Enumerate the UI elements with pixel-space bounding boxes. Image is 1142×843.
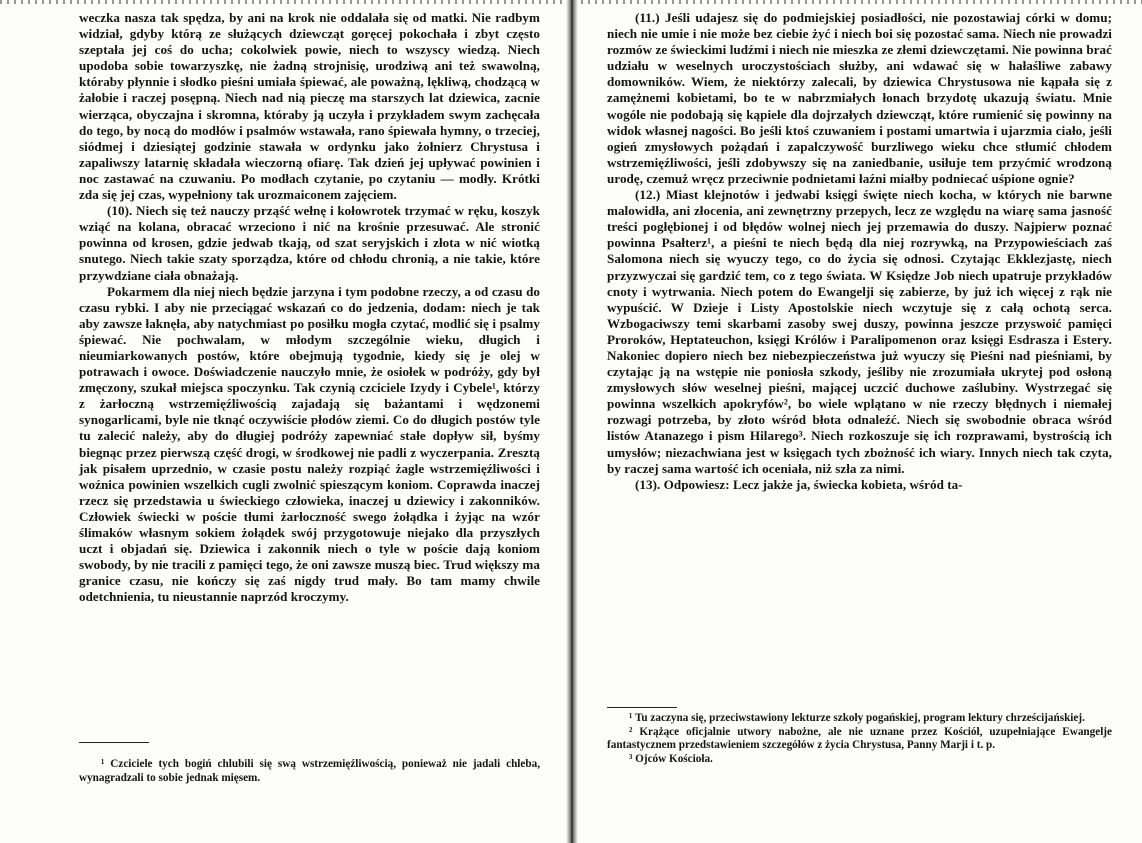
paragraph: (10). Niech się też nauczy prząść wełnę i kołowrotek trzymać w ręku, koszyk wziąć na kolana, obracać wrzeciono i nić na krośnie przesuwać. Ale stronić powinna od krosen, gdzie jedwab tkają, od szat seryjskich i złota w nić wiotką snutego. Niech takie szaty sporządza, które od chłodu chronią, a nie takie, które przywdziane ciała obnażają. bbox=[79, 203, 540, 283]
footnote: ³ Ojców Kościoła. bbox=[629, 752, 713, 765]
paragraph: (12.) Miast klejnotów i jedwabi księgi święte niech kocha, w których nie barwne malowidła, ani złocenia, ani zewnętrzny przepych, lecz ze względu na wiarę sama jasność treści pogłębionej i od błędów wolnej niech jej przemawia do duszy. Najpierw poznać powinna Psałterz¹, a pieśni te niech będą dla niej rozrywką, na Przypowieściach zaś Salomona niech się wyuczy tego, co do życia się odnosi. Czytając Ekklezjastę, niech przyzwyczai się gardzić tem, co z tego świata. W Księdze Job niech upatruje przykładów cnoty i wytrwania. Niech potem do Ewangelji się zabierze, by już ich więcej z rąk nie wypuścić. W Dzieje i Listy Apostolskie niech wczytuje się z całą ochotą serca. Wzbogaciwszy temi skarbami zasoby swej duszy, powinna jeszcze przyswoić pamięci Proroków, Heptateuchon, księgi Królów i Paralipomenon oraz księgi Esdrasza i Estery. Nakoniec dopiero niech bez niebezpieczeństwa już wyuczy się Pieśni nad pieśniami, by czytając ją na wstępie nie poniosła szkody, jeśliby nie zrozumiała ukrytej pod osłoną zmysłowych słów weselnej pieśni, mającej uczcić duchowe zaślubiny. Wystrzegać się powinna wszelkich apokryfów², bo wiele wplątano w nie rzeczy błędnych i niemałej rozwagi potrzeba, by złoto wśród błota odnaleźć. Niech się swobodnie obraca wśród listów Atanazego i pism Hilarego³. Niech rozkoszuje się ich rozprawami, bystrością ich umysłów; niezachwiana jest w księgach tych zbożność ich wiary. Innych niech tak czyta, by raczej sama wartość ich oceniała, niż szła za nimi. bbox=[607, 187, 1112, 476]
left-page-footnotes bbox=[79, 758, 540, 785]
paragraph: weczka nasza tak spędza, by ani na krok nie oddalała się od matki. Nie radbym widział, gdyby którą ze służących dziewcząt goręcej pokochała i zbyt często szeptała jej coś do ucha; cokolwiek powie, niech to wszyscy wiedzą. Niech upodoba sobie towarzyszkę, nie żadną strojnisię, urodziwą ani też swawolną, któraby płynnie i słodko pieśni umiała śpiewać, ale poważną, lękliwą, chodzącą w żałobie i raczej posępną. Niech nad nią pieczę ma starszych lat dziewica, zacnie wierząca, obyczajna i skromna, któraby ją uczyła i przykładem swym zachęcała do tego, by nocą do modłów i psalmów wstawała, rano śpiewała hymny, o trzeciej, siódmej i dziesiątej godzinie stawała w ordynku jako żołnierz Chrystusa i zapaliwszy latarnię składała wieczorną ofiarę. Tak dzień jej upływać powinien i noc zastawać na czuwaniu. Po modłach czytanie, po czytaniu — modły. Krótki zda się jej czas, wypełniony tak urozmaiconem zajęciem. bbox=[79, 10, 540, 203]
paragraph: (11.) Jeśli udajesz się do podmiejskiej posiadłości, nie pozostawiaj córki w domu; niech nie umie i nie może bez ciebie żyć i niech boi się pozostać sama. Niech nie prowadzi rozmów ze świeckimi ludźmi i niech nie mieszka ze złemi dziewczętami. Nie powinna brać udziału w weselnych uroczystościach służby, ani wdawać się w hałaśliwe zabawy domowników. Wiem, że niektórzy zalecali, by dziewica Chrystusowa nie kąpała się z zamężnemi kobietami, bo te w nabrzmiałych łonach brzydotę ukazują światu. Mnie wogóle nie podobają się kąpiele dla dojrzałych dziewcząt, które rumienić się powinny na widok własnej nagości. Bo jeśli ktoś czuwaniem i postami umartwia i ujarzmia ciało, jeśli ogień zmysłowych pożądań i zapalczywość burzliwego wieku chce stłumić chłodem wstrzemięźliwości, jeśli zdobywszy się na zaniedbanie, usiłuje tem przyćmić wrodzoną urodę, czemuż wręcz przeciwnie podnietami łaźni miałby podniecać uśpione ognie? bbox=[607, 10, 1112, 186]
footnote: ¹ Czciciele tych bogiń chlubili się swą wstrzemięźliwością, ponieważ nie jadali chleba, wynagradzali to sobie jednak mięsem. bbox=[79, 758, 540, 784]
right-page-body bbox=[607, 10, 1112, 493]
footnote: ² Krążące oficjalnie utwory nabożne, ale nie uznane przez Kościół, uzupełniające Ewangelje fantastycznem przedstawieniem szczegółów z życia Chrystusa, Panny Marji i t. p. bbox=[607, 725, 1112, 752]
left-page-body bbox=[79, 10, 540, 605]
footnote-rule bbox=[79, 742, 149, 743]
left-page bbox=[0, 0, 568, 843]
footnote: ¹ Tu zaczyna się, przeciwstawiony lekturze szkoły pogańskiej, program lektury chrześcijańskiej. bbox=[629, 712, 1085, 724]
right-page-footnotes bbox=[607, 712, 1112, 766]
paragraph: Pokarmem dla niej niech będzie jarzyna i tym podobne rzeczy, a od czasu do czasu rybki. I aby nie przeciągać wskazań co do jedzenia, dodam: niech je tak aby zawsze łaknęła, aby natychmiast po posiłku mogła czytać, modlić się i psalmy śpiewać. Nie pochwalam, w młodym szczególnie wieku, długich i nieumiarkowanych postów, które obejmują tygodnie, kiedy się je olej w potrawach i owoce. Doświadczenie nauczyło mnie, że osiołek w podróży, gdy był zmęczony, szukał miejsca spoczynku. Tak czynią czciciele Izydy i Cybele¹, którzy z żarłoczną wstrzemięźliwością zajadają się bażantami i wędzonemi synogarlicami, byle nie tknąć oczywiście płodów ziemi. Co do długich postów tyle tu zalecić należy, aby do długiej podróży zapewniać stałe dopływ sił, byśmy biegnąc przez pierwszą część drogi, w środkowej nie padli z wyczerpania. Zresztą jak pisałem uprzednio, w czasie postu należy rozpiąć żagle wstrzemięźliwości i woźnica powinien wszelkich cugli zwolnić spieszącym koniom. Coprawda inaczej rzecz się przedstawia u świeckiego człowieka, inaczej u dziewicy i zakonników. Człowiek świecki w poście tłumi żarłoczność swego żołądka i żyjąc na wzór ślimaków własnym sokiem żołądek swój przygotowuje niejako dla przyszłych uczt i objadań się. Dziewica i zakonnik niech o tyle w poście dają koniom swobody, by nie tracili z pamięci tego, że oni zawsze muszą biec. Trud większy ma granice czasu, nie kończy się zaś nigdy trud mały. Bo tam mamy chwile odetchnienia, tu nieustannie naprzód kroczymy. bbox=[79, 283, 540, 605]
right-page bbox=[576, 0, 1142, 843]
footnote-rule bbox=[607, 707, 677, 708]
paragraph: (13). Odpowiesz: Lecz jakże ja, świecka kobieta, wśród ta- bbox=[635, 476, 963, 492]
